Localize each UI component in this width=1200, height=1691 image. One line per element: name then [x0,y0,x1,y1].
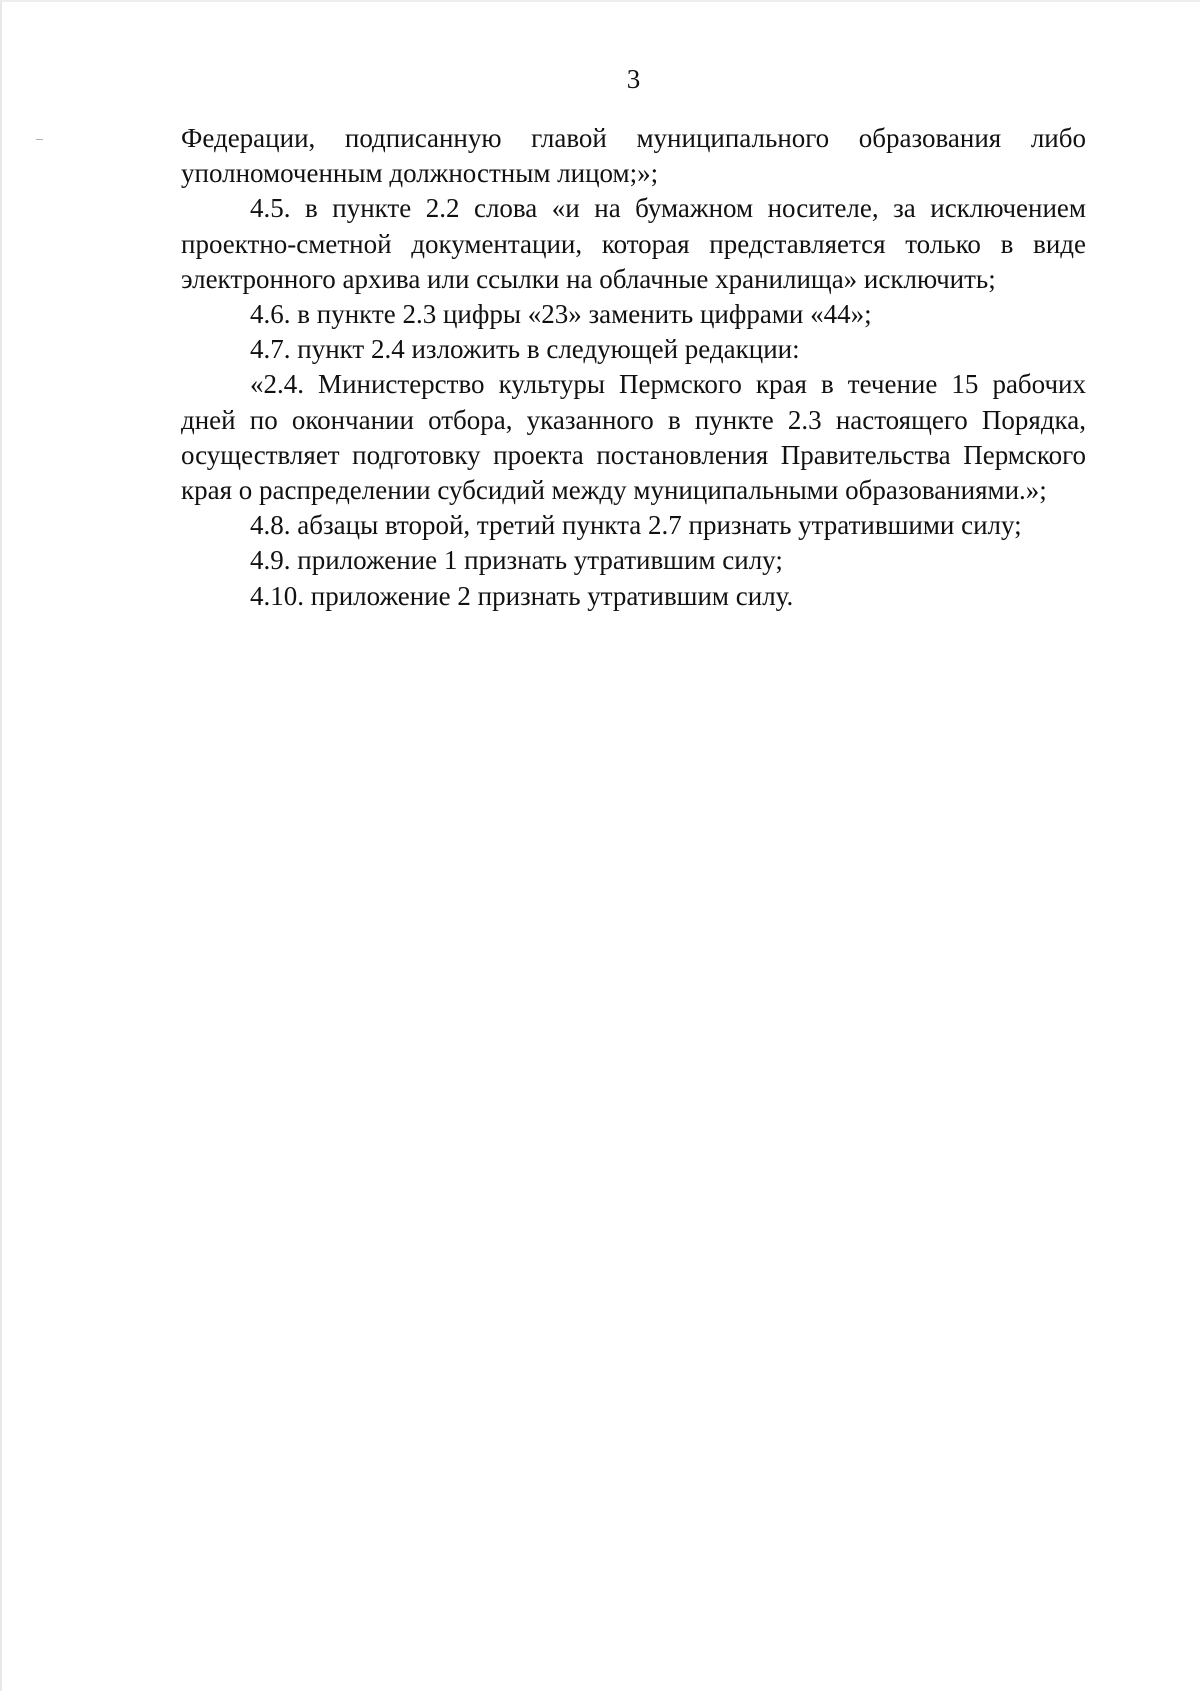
page-number: 3 [626,64,641,94]
paragraph-4-9: 4.9. приложение 1 признать утратившим силу; [250,545,783,576]
scan-margin-mark [36,139,43,140]
paragraph-continuation: Федерации, подписанную главой муниципального образования либо уполномоченным должностным лицом;»; [181,123,1086,189]
document-body [181,121,1086,614]
paragraph-4-6: 4.6. в пункте 2.3 цифры «23» заменить цифрами «44»; [250,299,872,330]
paragraph-4-8: 4.8. абзацы второй, третий пункта 2.7 признать утратившими силу; [250,510,1022,541]
paragraph-2-4-quote: «2.4. Министерство культуры Пермского края в течение 15 рабочих дней по окончании отбора, указанного в пункте 2.3 настоящего Порядка, осуществляет подготовку проекта постановления Правительства Пермского края о распределении субсидий между муниципальными образованиями.»; [181,369,1086,506]
paragraph-4-7: 4.7. пункт 2.4 изложить в следующей редакции: [250,334,800,365]
paragraph-4-5: 4.5. в пункте 2.2 слова «и на бумажном носителе, за исключением проектно-сметной документации, которая представляется только в виде электронного архива или ссылки на облачные хранилища» исключить; [181,193,1086,294]
paragraph-4-10: 4.10. приложение 2 признать утратившим силу. [250,580,794,611]
